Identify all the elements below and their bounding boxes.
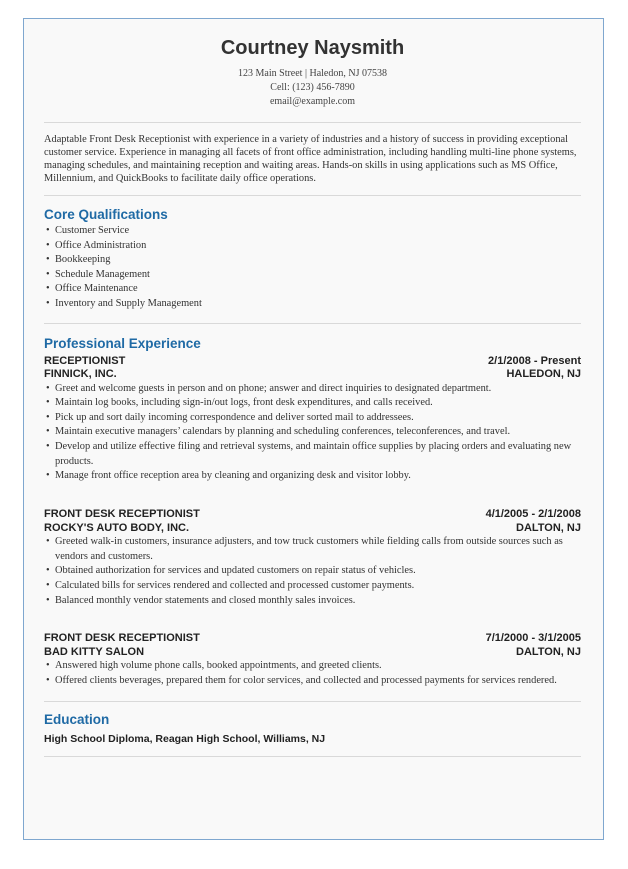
job-duties-list — [44, 535, 581, 608]
contact-address: 123 Main Street | Haledon, NJ 07538 — [238, 68, 387, 79]
job-company: BAD KITTY SALON — [44, 645, 145, 658]
qualification-item: • Bookkeeping — [44, 253, 581, 268]
job-duty: • Pick up and sort daily incoming correspondence and deliver sorted mail to addressees. — [44, 411, 581, 426]
contact-phone: Cell: (123) 456-7890 — [270, 82, 355, 93]
job-header — [44, 508, 581, 535]
job-header — [44, 355, 581, 382]
job-duty: • Greet and welcome guests in person and on phone; answer and direct inquiries to designated department. — [44, 382, 581, 397]
education-heading: Education — [44, 712, 110, 728]
job-title: FRONT DESK RECEPTIONIST — [44, 508, 200, 521]
job-duty: • Obtained authorization for services and updated customers on repair status of vehicles. — [44, 564, 581, 579]
job-duty: • Greeted walk-in customers, insurance adjusters, and tow truck customers while fielding calls from outside sources such as vendors and customers. — [44, 535, 581, 564]
job-company-row — [44, 646, 581, 660]
job-duty: • Manage front office reception area by cleaning and organizing desk and visitor lobby. — [44, 469, 581, 484]
job-dates: 7/1/2000 - 3/1/2005 — [485, 632, 581, 645]
section-divider — [44, 122, 581, 123]
job-title-row — [44, 508, 581, 522]
qualification-item: • Schedule Management — [44, 268, 581, 283]
job-title: RECEPTIONIST — [44, 354, 126, 367]
job-duty: • Maintain log books, including sign-in/out logs, front desk expenditures, and calls received. — [44, 396, 581, 411]
section-divider — [44, 323, 581, 324]
job-title: FRONT DESK RECEPTIONIST — [44, 632, 200, 645]
job-company-row — [44, 522, 581, 536]
qualifications-list — [44, 224, 581, 312]
job-header — [44, 632, 581, 659]
experience-heading: Professional Experience — [44, 335, 201, 351]
job-company: FINNICK, INC. — [44, 368, 117, 381]
job-company: ROCKY'S AUTO BODY, INC. — [44, 521, 190, 534]
qualification-item: • Office Administration — [44, 239, 581, 254]
qualification-item: • Office Maintenance — [44, 282, 581, 297]
job-duty: • Answered high volume phone calls, booked appointments, and greeted clients. — [44, 659, 581, 674]
job-duty: • Balanced monthly vendor statements and closed monthly sales invoices. — [44, 594, 581, 609]
job-location: DALTON, NJ — [516, 645, 581, 658]
contact-email: email@example.com — [269, 96, 355, 107]
job-location: DALTON, NJ — [516, 521, 581, 534]
education-entry: High School Diploma, Reagan High School, Williams, NJ — [44, 732, 326, 745]
job-duty: • Offered clients beverages, prepared them for color services, and collected and processed payments for services rendered. — [44, 674, 581, 689]
qualification-item: • Customer Service — [44, 224, 581, 239]
job-dates: 4/1/2005 - 2/1/2008 — [485, 508, 581, 521]
contact-info — [44, 67, 581, 109]
section-divider — [44, 195, 581, 196]
job-title-row — [44, 632, 581, 646]
job-duty: • Calculated bills for services rendered and collected and processed customer payments. — [44, 579, 581, 594]
section-divider — [44, 756, 581, 757]
candidate-name: Courtney Naysmith — [220, 37, 405, 59]
qualification-item: • Inventory and Supply Management — [44, 297, 581, 312]
professional-summary: Adaptable Front Desk Receptionist with experience in a variety of industries and a history of success in providing exceptional customer service. Experience in managing all facets of front office administration, including handling multi-line phone systems, managing schedules, and maintaining reception and waiting areas. Hands-on skills in using applications such as MS Office, Millennium, and QuickBooks to facilitate daily office operations. — [44, 134, 577, 184]
resume-page — [23, 18, 604, 840]
job-duties-list — [44, 659, 581, 688]
job-dates: 2/1/2008 - Present — [488, 354, 581, 367]
job-duty: • Develop and utilize effective filing and retrieval systems, and maintain office supplies by placing orders and evaluating new products. — [44, 440, 581, 469]
job-duty: • Maintain executive managers’ calendars by planning and scheduling conferences, teleconferences, and travel. — [44, 425, 581, 440]
section-divider — [44, 701, 581, 702]
job-title-row — [44, 355, 581, 369]
job-location: HALEDON, NJ — [506, 368, 581, 381]
job-duties-list — [44, 382, 581, 484]
job-company-row — [44, 368, 581, 382]
qualifications-heading: Core Qualifications — [44, 207, 168, 222]
